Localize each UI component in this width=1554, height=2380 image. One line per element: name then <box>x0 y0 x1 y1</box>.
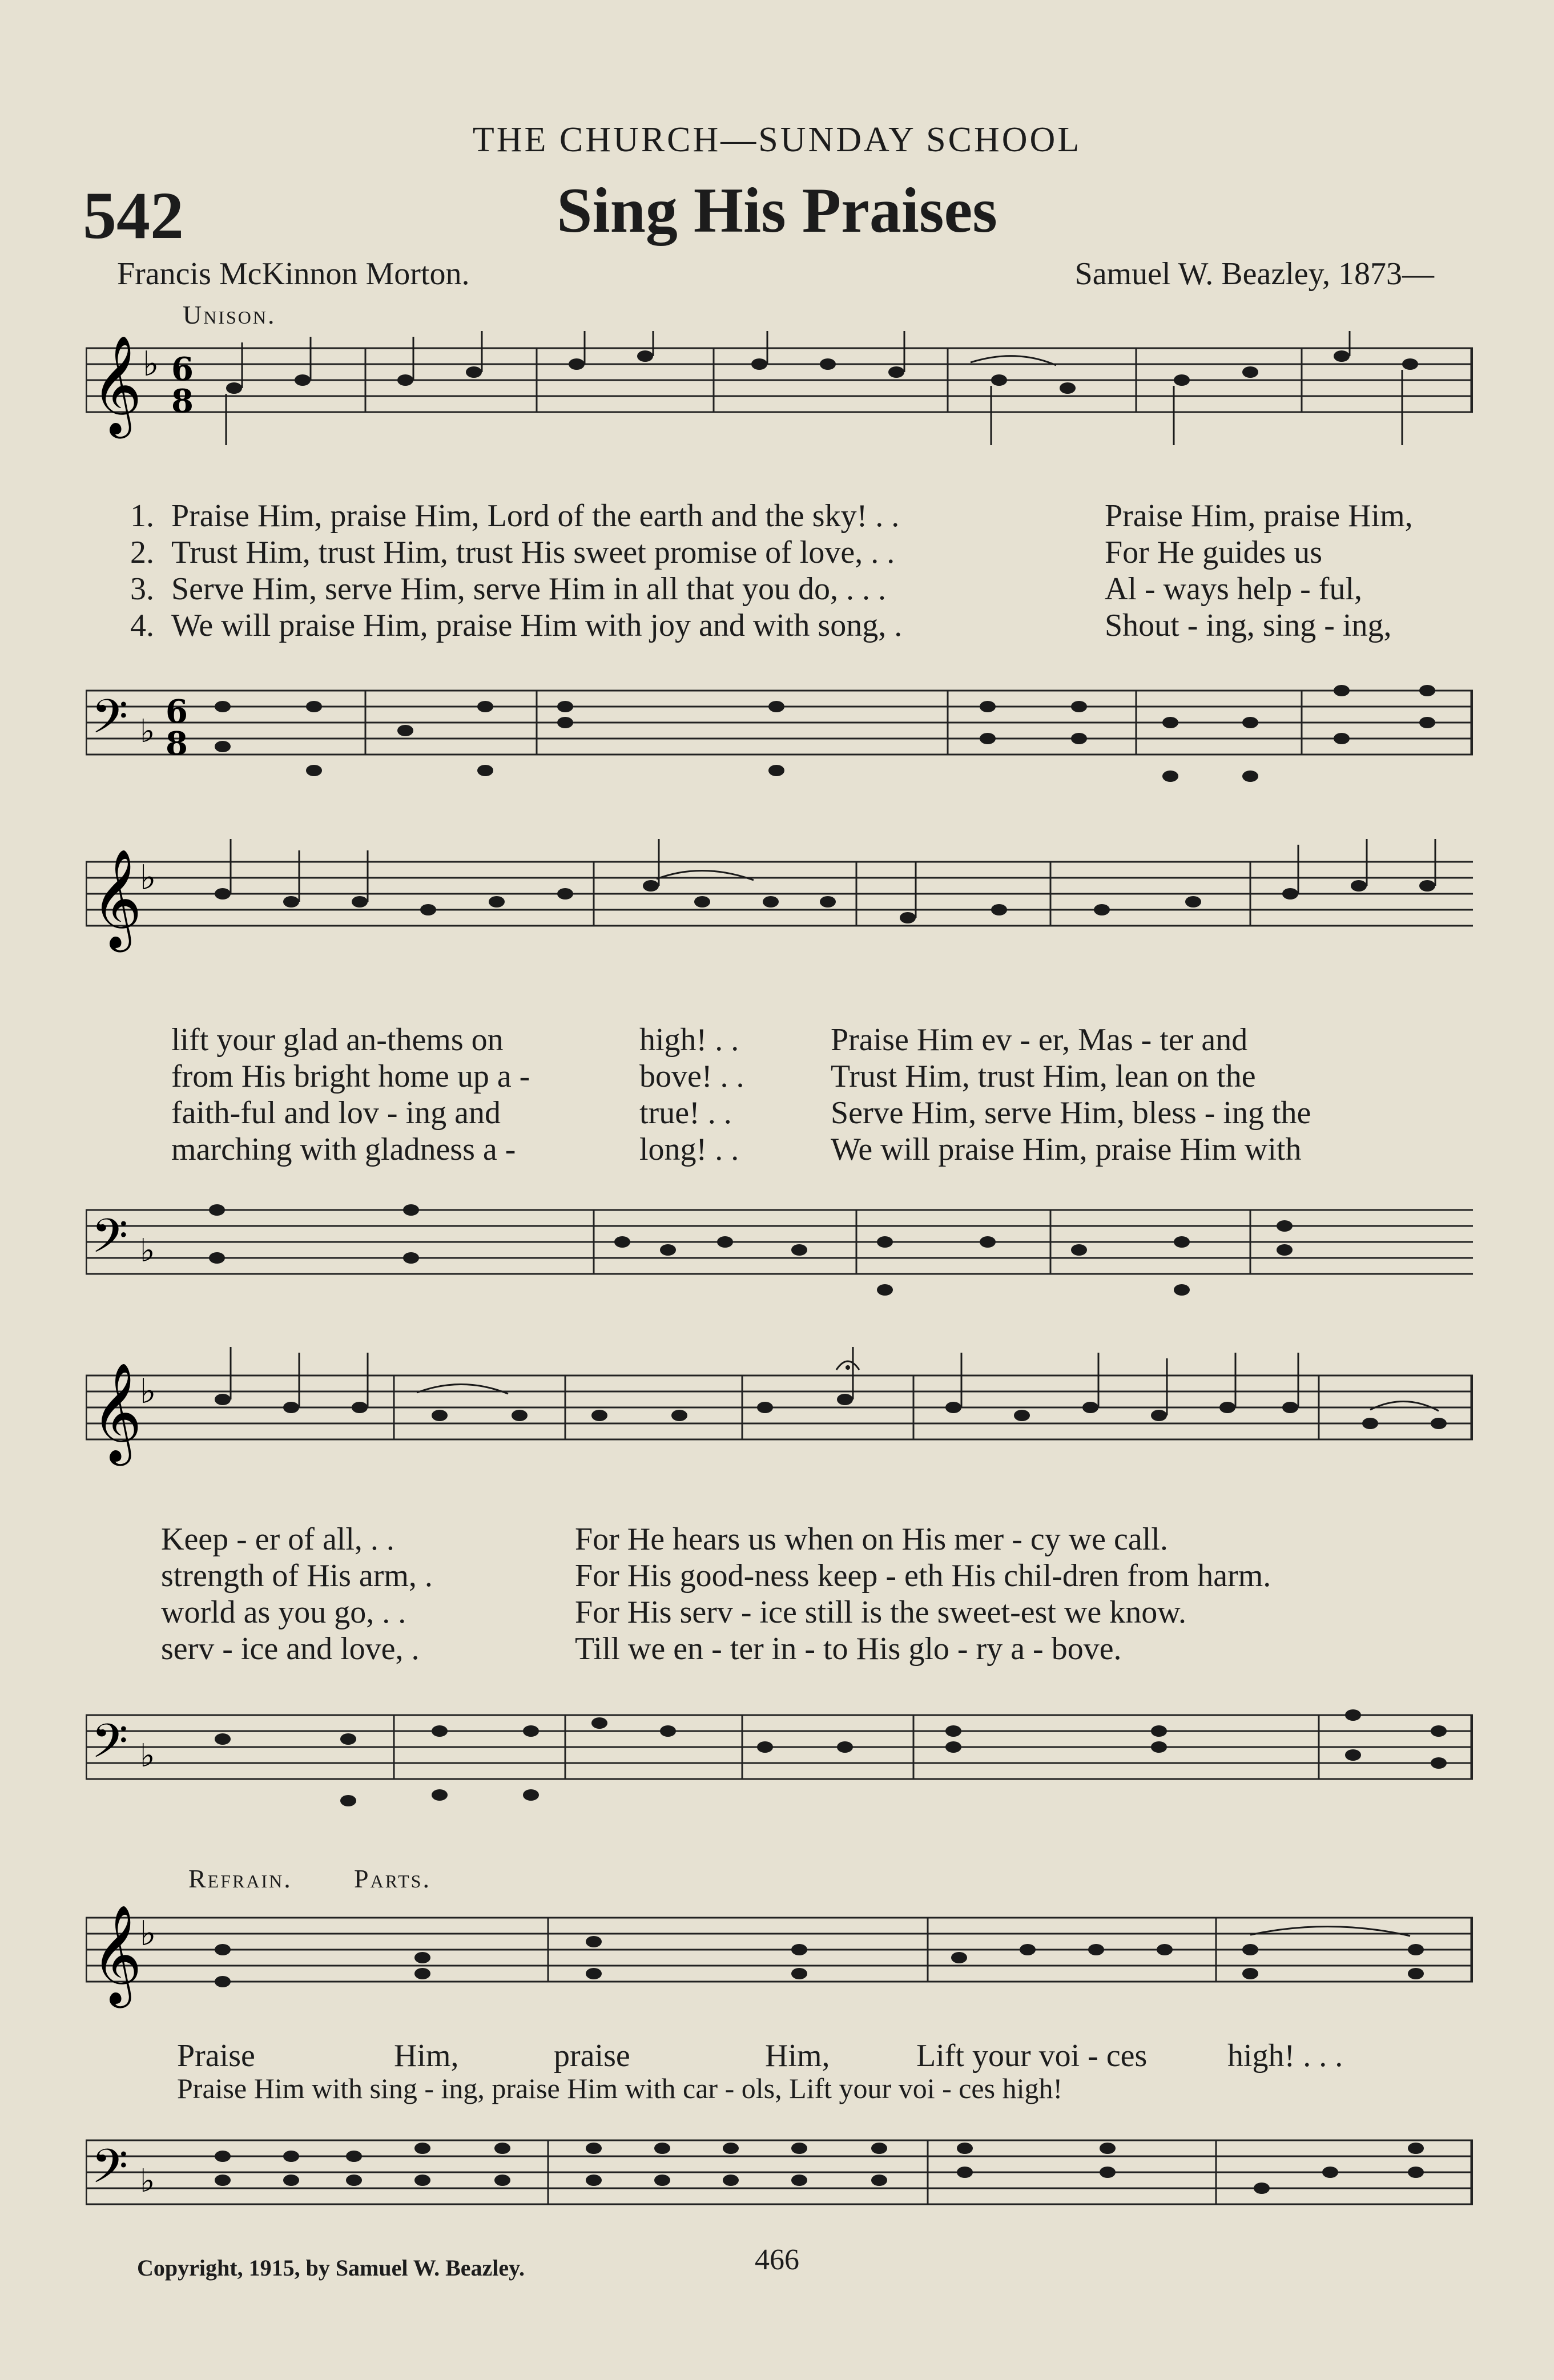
svg-text:𝄞: 𝄞 <box>91 335 142 434</box>
verse-4-line <box>161 1631 1531 1667</box>
svg-text:𝄞: 𝄞 <box>91 1362 142 1462</box>
svg-text:♭: ♭ <box>140 1737 155 1774</box>
refrain-upper-2: Him, <box>394 2038 459 2074</box>
composer-credit: Samuel W. Beazley, 1873— <box>1074 256 1434 292</box>
refrain-upper-3: praise <box>554 2038 630 2074</box>
lyric-text: Till we en - ter in - to His glo - ry a - bove. <box>575 1631 1122 1667</box>
lyric-text: Praise Him, praise Him, Lord of the earth and the sky! . . <box>171 498 900 534</box>
svg-text:♭: ♭ <box>140 2163 155 2200</box>
lyric-text: We will praise Him, praise Him with <box>831 1132 1302 1167</box>
lyric-text: Serve Him, serve Him, serve Him in all that you do, . . . <box>171 571 886 607</box>
system-3-lyrics <box>161 1521 1531 1667</box>
system-2-treble-staff <box>86 828 1473 970</box>
verse-3-line <box>114 571 1484 607</box>
verse-2-line <box>171 1058 1541 1095</box>
system-2-lyrics <box>171 1022 1541 1168</box>
lyric-text: marching with gladness a - <box>171 1132 516 1167</box>
lyric-text: We will praise Him, praise Him with joy and with song, . <box>171 608 903 643</box>
svg-text:𝄞: 𝄞 <box>91 1905 142 2004</box>
svg-text:♭: ♭ <box>140 1914 156 1954</box>
refrain-label: Refrain. <box>188 1864 292 1893</box>
verse-number: 3. <box>130 571 154 607</box>
lyric-text: Trust Him, trust Him, trust His sweet promise of love, . . <box>171 535 895 570</box>
svg-text:6: 6 <box>166 693 188 731</box>
hymn-number: 542 <box>83 178 184 253</box>
svg-text:𝄢: 𝄢 <box>91 689 128 756</box>
verse-1-line <box>114 498 1484 534</box>
lyric-text: Al - ways help - ful, <box>1105 571 1363 607</box>
lyric-text: Praise Him ev - er, Mas - ter and <box>831 1022 1248 1058</box>
verse-number: 2. <box>130 535 154 570</box>
svg-text:8: 8 <box>166 725 188 763</box>
verse-number: 1. <box>130 498 154 534</box>
verse-1-line <box>161 1521 1531 1558</box>
section-header: THE CHURCH—SUNDAY SCHOOL <box>472 120 1082 159</box>
lyric-text: Praise Him, praise Him, <box>1105 498 1413 534</box>
refrain-lower: Praise Him with sing - ing, praise Him with car - ols, Lift your voi - ces high! <box>177 2072 1063 2104</box>
lyric-text: long! . . <box>639 1132 739 1167</box>
lyric-text: For His serv - ice still is the sweet-est we know. <box>575 1595 1187 1630</box>
svg-text:♭: ♭ <box>140 858 156 898</box>
refrain-upper-6: high! . . . <box>1227 2038 1343 2074</box>
verse-4-line <box>171 1131 1541 1168</box>
system-3-bass-staff <box>86 1681 1473 1824</box>
system-1-lyrics <box>114 498 1484 644</box>
svg-text:♭: ♭ <box>140 1371 156 1411</box>
system-1-bass-staff <box>86 662 1473 793</box>
author-credit: Francis McKinnon Morton. <box>117 256 470 292</box>
lyric-text: high! . . <box>639 1022 739 1058</box>
svg-text:6: 6 <box>171 350 194 388</box>
system-4-bass-staff <box>86 2112 1473 2232</box>
verse-4-line <box>114 607 1484 644</box>
lyric-text: For His good-ness keep - eth His chil-dren from harm. <box>575 1558 1271 1594</box>
lyric-text: strength of His arm, . <box>161 1558 433 1594</box>
refrain-upper-5: Lift your voi - ces <box>916 2038 1148 2074</box>
svg-text:♭: ♭ <box>140 713 155 750</box>
lyric-text: serv - ice and love, . <box>161 1631 420 1667</box>
lyric-text: from His bright home up a - <box>171 1059 530 1094</box>
verse-number: 4. <box>130 608 154 643</box>
system-4-treble-staff <box>86 1883 1473 2015</box>
unison-direction: Unison. <box>183 300 276 329</box>
lyric-text: Keep - er of all, . . <box>161 1522 394 1557</box>
lyric-text: bove! . . <box>639 1059 744 1094</box>
copyright-notice: Copyright, 1915, by Samuel W. Beazley. <box>137 2255 525 2281</box>
system-2-bass-staff <box>86 1176 1473 1313</box>
svg-text:8: 8 <box>171 382 194 420</box>
svg-text:𝄢: 𝄢 <box>91 1208 128 1275</box>
lyric-text: For He hears us when on His mer - cy we call. <box>575 1522 1168 1557</box>
lyric-text: world as you go, . . <box>161 1595 406 1630</box>
lyric-text: true! . . <box>639 1095 732 1131</box>
parts-label: Parts. <box>354 1864 431 1893</box>
system-1-treble-staff <box>86 331 1473 462</box>
verse-1-line <box>171 1022 1541 1058</box>
lyric-text: Serve Him, serve Him, bless - ing the <box>831 1095 1311 1131</box>
refrain-upper-4: Him, <box>765 2038 830 2074</box>
svg-text:♭: ♭ <box>140 1232 155 1269</box>
refrain-upper-1: Praise <box>177 2038 255 2074</box>
system-3-treble-staff <box>86 1330 1473 1473</box>
verse-2-line <box>161 1558 1531 1594</box>
lyric-text: For He guides us <box>1105 535 1323 570</box>
lyric-text: Trust Him, trust Him, lean on the <box>831 1059 1256 1094</box>
lyric-text: lift your glad an-thems on <box>171 1022 504 1058</box>
hymn-title: Sing His Praises <box>557 175 997 246</box>
page-number: 466 <box>755 2244 799 2276</box>
svg-text:𝄞: 𝄞 <box>91 849 142 948</box>
verse-3-line <box>171 1095 1541 1131</box>
verse-3-line <box>161 1594 1531 1631</box>
verse-2-line <box>114 534 1484 571</box>
svg-text:𝄢: 𝄢 <box>91 1713 128 1780</box>
lyric-text: faith-ful and lov - ing and <box>171 1095 501 1131</box>
lyric-text: Shout - ing, sing - ing, <box>1105 608 1392 643</box>
svg-text:𝄢: 𝄢 <box>91 2139 128 2205</box>
svg-text:♭: ♭ <box>143 344 159 384</box>
